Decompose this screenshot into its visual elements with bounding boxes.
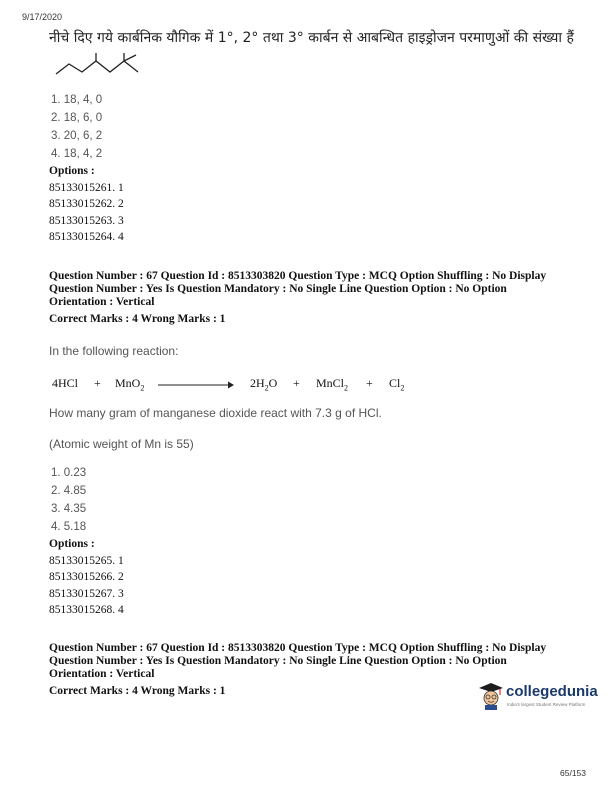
q2-meta-line-1: Question Number : 67 Question Id : 8513303820 Question Type : MCQ Option Shuffling : No Display (49, 270, 547, 282)
q2-option-id-1: 85133015265. 1 (49, 555, 124, 567)
reaction-product-3: $Cl_2$ (389, 376, 405, 393)
reaction-product-2: MnCl$_2$ (316, 376, 349, 393)
reaction-plus-2: + (293, 376, 300, 390)
q1-choice-2: 2. 18, 6, 0 (51, 112, 103, 124)
q1-choice-4: 4. 18, 4, 2 (51, 148, 103, 160)
q2-meta-line-3: Orientation : Vertical (49, 296, 155, 308)
reaction-plus-1: + (94, 376, 101, 390)
q2-note: (Atomic weight of Mn is 55) (49, 437, 194, 451)
q3-meta-line-2: Question Number : Yes Is Question Mandatory : No Single Line Question Option : No Option (49, 655, 507, 667)
logo-wordmark: collegedunia (506, 683, 598, 700)
q1-option-id-3: 85133015263. 3 (49, 215, 124, 227)
q2-choice-3: 3. 4.35 (51, 503, 87, 515)
reaction-reactant-1: 4HCl (52, 376, 79, 390)
q3-meta-line-1: Question Number : 67 Question Id : 8513303820 Question Type : MCQ Option Shuffling : No Display (49, 642, 547, 654)
reaction-reactant-2: MnO$_2$ (115, 376, 145, 393)
q1-choice-3: 3. 20, 6, 2 (51, 130, 103, 142)
collegedunia-logo (478, 680, 598, 714)
q2-choice-4: 4. 5.18 (51, 521, 87, 533)
q2-option-id-2: 85133015266. 2 (49, 571, 124, 583)
skeletal-structure-image (52, 52, 144, 78)
reaction-arrow (158, 380, 234, 390)
q2-question: How many gram of manganese dioxide react with 7.3 g of HCl. (49, 406, 382, 420)
q1-options-label: Options : (49, 165, 95, 177)
q1-question-text: नीचे दिए गये कार्बनिक यौगिक में 1°, 2° तथा 3° कार्बन से आबन्धित हाइड्रोजन परमाणुओं की संख्या हैं (49, 30, 574, 46)
q1-option-id-2: 85133015262. 2 (49, 198, 124, 210)
q3-meta-line-3: Orientation : Vertical (49, 668, 155, 680)
q2-choice-2: 2. 4.85 (51, 485, 87, 497)
q2-option-id-3: 85133015267. 3 (49, 588, 124, 600)
page-number: 65/153 (560, 768, 586, 778)
q2-marks: Correct Marks : 4 Wrong Marks : 1 (49, 313, 226, 325)
q2-intro: In the following reaction: (49, 344, 179, 358)
q2-option-id-4: 85133015268. 4 (49, 604, 124, 616)
reaction-product-1: $2H_2O$ (250, 376, 278, 393)
q1-choice-1: 1. 18, 4, 0 (51, 94, 103, 106)
q2-options-label: Options : (49, 538, 95, 550)
q2-choice-1: 1. 0.23 (51, 467, 87, 479)
logo-tagline: India's largest Student Review Platform (507, 702, 586, 707)
q1-option-id-1: 85133015261. 1 (49, 182, 124, 194)
q2-meta-line-2: Question Number : Yes Is Question Mandatory : No Single Line Question Option : No Option (49, 283, 507, 295)
reaction-plus-3: + (366, 376, 373, 390)
print-date: 9/17/2020 (22, 12, 63, 22)
q1-option-id-4: 85133015264. 4 (49, 231, 124, 243)
q3-marks: Correct Marks : 4 Wrong Marks : 1 (49, 685, 226, 697)
student-mascot-icon (478, 682, 504, 710)
